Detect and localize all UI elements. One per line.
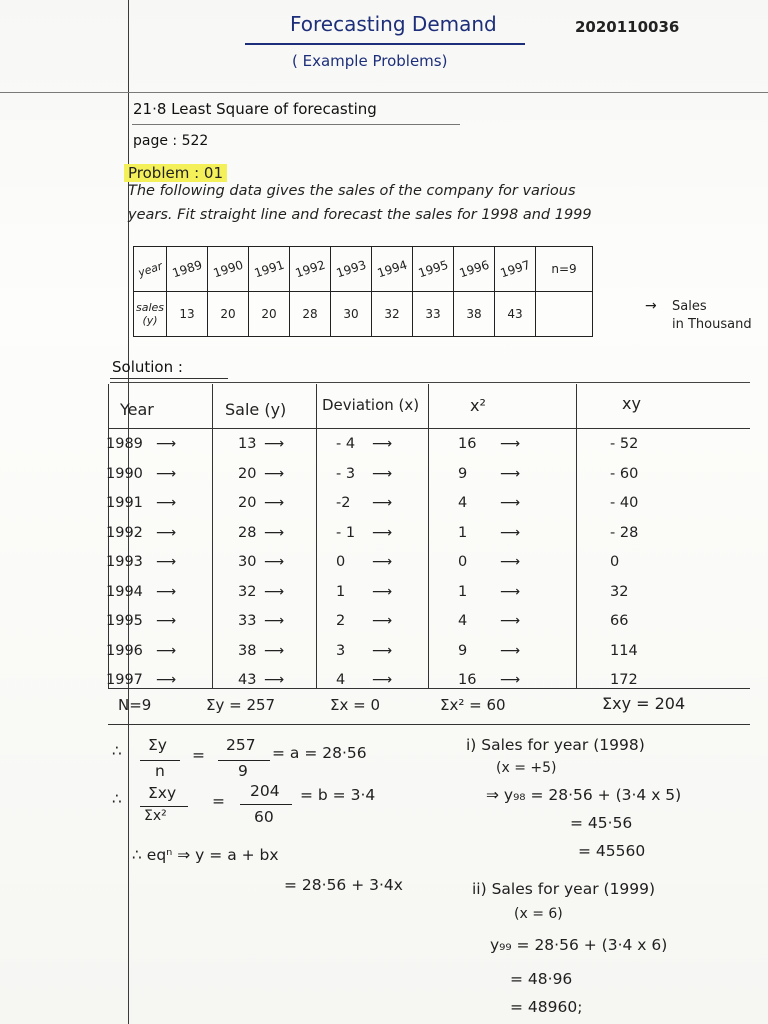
row-sale: 28 <box>238 524 257 541</box>
row-x-squared: 9 <box>458 642 468 659</box>
row-x-squared: 4 <box>458 495 468 511</box>
row-arrow: ⟶ <box>156 495 177 511</box>
sales-cell: 30 <box>331 292 372 337</box>
equals-sign: = <box>192 746 205 764</box>
year-cell: 1995 <box>413 247 454 292</box>
sales-cell: 32 <box>372 292 413 337</box>
sales-note-arrow: → <box>645 298 657 314</box>
eq-b-lhs-denominator: Σx² <box>144 808 167 824</box>
row-x-squared: 16 <box>458 672 477 688</box>
row-arrow: ⟶ <box>372 465 393 482</box>
row-xy: 114 <box>610 642 638 659</box>
sales-row-label: sales (y) <box>134 292 167 337</box>
row-xy: 172 <box>610 672 638 688</box>
row-sale: 43 <box>238 672 257 688</box>
eq-a-mid-numerator: 257 <box>226 736 256 754</box>
row-arrow: ⟶ <box>264 524 285 541</box>
row-arrow: ⟶ <box>500 613 521 629</box>
total-n: N=9 <box>118 696 152 714</box>
row-year: 1996 <box>106 642 143 659</box>
sales-cell: 38 <box>454 292 495 337</box>
row-arrow: ⟶ <box>156 583 177 600</box>
row-arrow: ⟶ <box>500 554 521 570</box>
col-header-year: Year <box>120 400 154 419</box>
year-cell: 1989 <box>167 247 208 292</box>
equals-sign: = <box>212 792 225 810</box>
col-header-x-squared: x² <box>470 396 486 415</box>
row-arrow: ⟶ <box>372 495 393 511</box>
eq-a-result: = a = 28·56 <box>272 744 367 762</box>
row-arrow: ⟶ <box>264 436 285 452</box>
row-deviation: 3 <box>336 642 346 659</box>
year-cell: 1993 <box>331 247 372 292</box>
row-arrow: ⟶ <box>500 465 521 482</box>
col-header-sale: Sale (y) <box>225 400 287 419</box>
row-arrow: ⟶ <box>500 495 521 511</box>
eq-b-result: = b = 3·4 <box>300 786 376 804</box>
row-arrow: ⟶ <box>372 613 393 629</box>
row-arrow: ⟶ <box>264 554 285 570</box>
year-cell: 1991 <box>249 247 290 292</box>
forecast-1999-line-1: y₉₉ = 28·56 + (3·4 x 6) <box>490 936 668 954</box>
empty-cell <box>536 292 593 337</box>
therefore-symbol-a: ∴ <box>112 742 122 760</box>
header-rule <box>0 92 768 93</box>
fraction-line <box>218 760 270 761</box>
row-arrow: ⟶ <box>500 642 521 659</box>
row-arrow: ⟶ <box>156 672 177 688</box>
page-reference: page : 522 <box>133 133 209 149</box>
eq-b-mid-numerator: 204 <box>250 782 280 800</box>
year-row-label: year <box>134 247 167 292</box>
row-arrow: ⟶ <box>264 583 285 600</box>
page-subtitle: ( Example Problems) <box>292 52 448 70</box>
row-xy: 0 <box>610 554 620 570</box>
forecast-1998-deviation: (x = +5) <box>496 760 557 776</box>
eq-b-lhs-numerator: Σxy <box>148 784 177 802</box>
row-xy: - 28 <box>610 524 639 541</box>
table-column-divider <box>576 384 577 688</box>
row-deviation: - 3 <box>336 465 356 482</box>
row-arrow: ⟶ <box>372 524 393 541</box>
row-year: 1997 <box>106 672 143 688</box>
row-x-squared: 1 <box>458 583 468 600</box>
row-arrow: ⟶ <box>264 495 285 511</box>
eq-a-lhs-numerator: Σy <box>148 736 167 754</box>
year-row <box>134 247 593 292</box>
row-arrow: ⟶ <box>500 436 521 452</box>
row-deviation: 1 <box>336 583 346 600</box>
row-x-squared: 4 <box>458 613 468 629</box>
fraction-line <box>140 760 180 761</box>
sales-row <box>134 292 593 337</box>
row-arrow: ⟶ <box>264 672 285 688</box>
forecast-1998-line-1: ⇒ y₉₈ = 28·56 + (3·4 x 5) <box>486 786 682 804</box>
row-x-squared: 16 <box>458 436 477 452</box>
eq-a-mid-denominator: 9 <box>238 762 248 780</box>
fraction-line <box>140 806 188 807</box>
eq-a-lhs-denominator: n <box>155 762 165 780</box>
row-xy: - 40 <box>610 495 639 511</box>
title-underline <box>245 43 525 45</box>
fraction-line <box>240 804 292 805</box>
row-x-squared: 1 <box>458 524 468 541</box>
sales-cell: 13 <box>167 292 208 337</box>
sales-cell: 33 <box>413 292 454 337</box>
row-year: 1995 <box>106 613 143 629</box>
row-arrow: ⟶ <box>264 613 285 629</box>
row-arrow: ⟶ <box>372 583 393 600</box>
row-x-squared: 9 <box>458 465 468 482</box>
row-arrow: ⟶ <box>264 642 285 659</box>
row-xy: 32 <box>610 583 629 600</box>
count-cell: n=9 <box>536 247 593 292</box>
year-cell: 1996 <box>454 247 495 292</box>
row-deviation: -2 <box>336 495 351 511</box>
row-sale: 13 <box>238 436 257 452</box>
row-sale: 33 <box>238 613 257 629</box>
roll-number: 2020110036 <box>575 18 680 36</box>
sales-cell: 20 <box>249 292 290 337</box>
row-sale: 20 <box>238 465 257 482</box>
sales-cell: 20 <box>208 292 249 337</box>
regression-equation: ∴ eqⁿ ⇒ y = a + bx <box>132 846 279 864</box>
total-sum-y: Σy = 257 <box>206 696 276 714</box>
forecast-1998-result: = 45560 <box>578 842 646 860</box>
year-cell: 1994 <box>372 247 413 292</box>
row-deviation: 2 <box>336 613 346 629</box>
year-cell: 1997 <box>495 247 536 292</box>
problem-text-line-2: years. Fit straight line and forecast the sales for 1998 and 1999 <box>128 207 592 223</box>
row-year: 1994 <box>106 583 143 600</box>
regression-equation-substituted: = 28·56 + 3·4x <box>284 876 403 894</box>
table-column-divider <box>428 384 429 688</box>
row-deviation: - 4 <box>336 436 356 452</box>
total-sum-x-squared: Σx² = 60 <box>440 696 506 714</box>
row-arrow: ⟶ <box>156 642 177 659</box>
row-deviation: 0 <box>336 554 346 570</box>
margin-line <box>128 0 129 1024</box>
forecast-1999-deviation: (x = 6) <box>514 906 563 922</box>
sales-note-line-1: Sales <box>672 299 707 314</box>
row-deviation: 4 <box>336 672 346 688</box>
row-arrow: ⟶ <box>500 672 521 688</box>
eq-b-mid-denominator: 60 <box>254 808 274 826</box>
sales-cell: 28 <box>290 292 331 337</box>
row-arrow: ⟶ <box>156 465 177 482</box>
row-sale: 32 <box>238 583 257 600</box>
row-year: 1991 <box>106 495 143 511</box>
col-header-deviation: Deviation (x) <box>322 396 420 414</box>
page-title: Forecasting Demand <box>290 12 497 36</box>
row-arrow: ⟶ <box>156 524 177 541</box>
problem-label: Problem : 01 <box>124 164 227 182</box>
total-sum-xy: Σxy = 204 <box>602 694 686 713</box>
sales-note <box>672 298 752 334</box>
row-year: 1993 <box>106 554 143 570</box>
table-bottom-rule <box>108 724 750 725</box>
forecast-1998-title: i) Sales for year (1998) <box>466 736 645 754</box>
sales-note-line-2: in Thousand <box>672 317 752 332</box>
row-xy: 66 <box>610 613 629 629</box>
therefore-symbol-b: ∴ <box>112 790 122 808</box>
table-totals-rule <box>108 688 750 689</box>
section-heading: 21·8 Least Square of forecasting <box>133 100 377 118</box>
forecast-1998-line-2: = 45·56 <box>570 814 633 832</box>
row-arrow: ⟶ <box>372 554 393 570</box>
section-underline <box>132 124 460 125</box>
row-deviation: - 1 <box>336 524 356 541</box>
year-cell: 1990 <box>208 247 249 292</box>
row-arrow: ⟶ <box>156 613 177 629</box>
forecast-1999-title: ii) Sales for year (1999) <box>472 880 656 898</box>
row-year: 1989 <box>106 436 143 452</box>
solution-underline <box>110 378 228 379</box>
row-sale: 30 <box>238 554 257 570</box>
row-arrow: ⟶ <box>500 524 521 541</box>
row-arrow: ⟶ <box>500 583 521 600</box>
solution-label: Solution : <box>112 358 183 376</box>
row-xy: - 60 <box>610 465 639 482</box>
row-xy: - 52 <box>610 436 639 452</box>
solution-table-top-rule <box>110 382 750 383</box>
col-header-xy: xy <box>622 394 641 413</box>
forecast-1999-line-2: = 48·96 <box>510 970 573 988</box>
row-arrow: ⟶ <box>372 436 393 452</box>
row-x-squared: 0 <box>458 554 468 570</box>
row-arrow: ⟶ <box>156 436 177 452</box>
table-column-divider <box>316 384 317 688</box>
given-data-table <box>133 246 593 337</box>
row-arrow: ⟶ <box>264 465 285 482</box>
row-year: 1992 <box>106 524 143 541</box>
table-column-divider <box>212 384 213 688</box>
problem-text-line-1: The following data gives the sales of the company for various <box>128 183 576 199</box>
row-sale: 20 <box>238 495 257 511</box>
row-year: 1990 <box>106 465 143 482</box>
row-arrow: ⟶ <box>372 642 393 659</box>
table-header-rule <box>108 428 750 429</box>
year-cell: 1992 <box>290 247 331 292</box>
sales-cell: 43 <box>495 292 536 337</box>
row-arrow: ⟶ <box>372 672 393 688</box>
total-sum-x: Σx = 0 <box>330 696 381 714</box>
row-arrow: ⟶ <box>156 554 177 570</box>
row-sale: 38 <box>238 642 257 659</box>
forecast-1999-result: = 48960; <box>510 998 583 1016</box>
